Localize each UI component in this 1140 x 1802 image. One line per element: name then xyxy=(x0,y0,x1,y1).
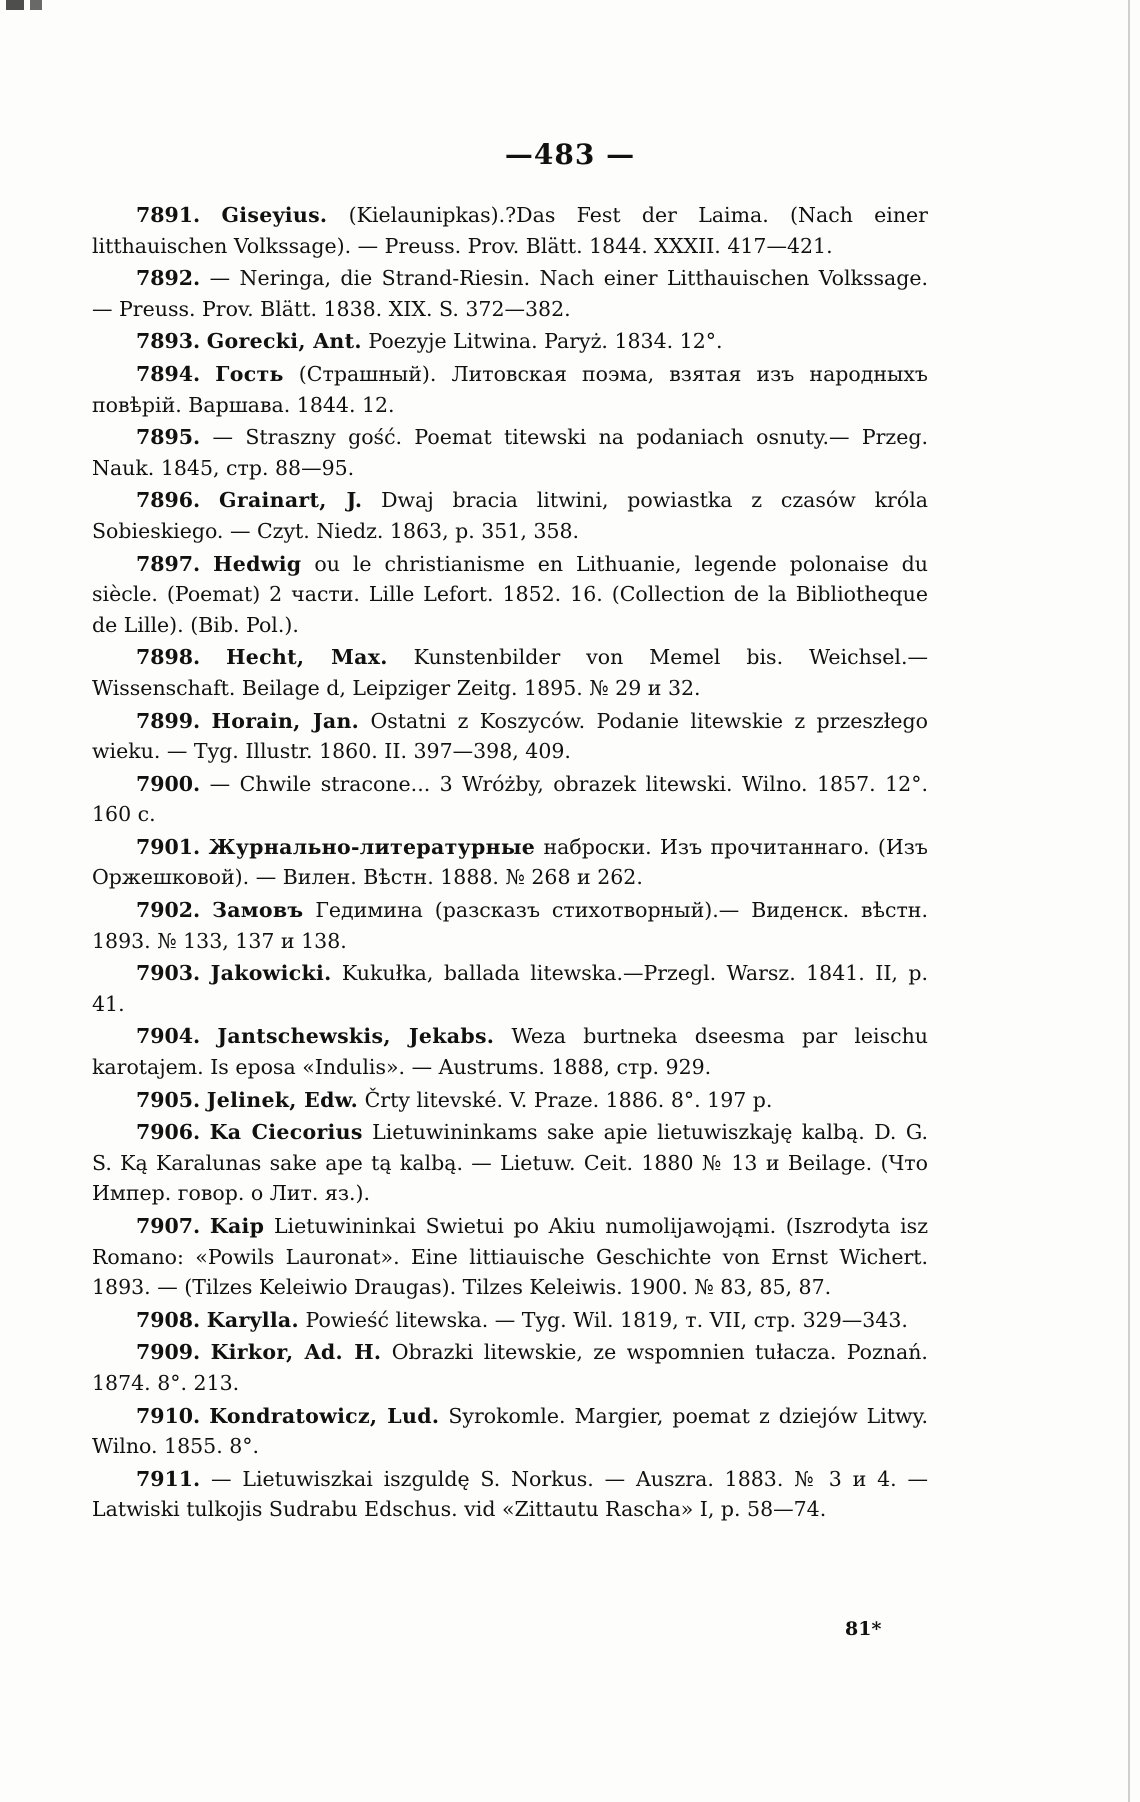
entry-number: 7909. xyxy=(136,1340,201,1365)
entry-number: 7894. xyxy=(136,361,201,386)
bibliography-entry xyxy=(92,485,928,546)
entry-number: 7907. xyxy=(136,1214,201,1238)
entry-number: 7908. xyxy=(136,1307,201,1332)
entry-text: Črty litevské. V. Praze. 1886. 8°. 197 p. xyxy=(364,1087,773,1112)
entry-author: Grainart, J. xyxy=(219,488,363,513)
entry-text: Powieść litewska. — Tyg. Wil. 1819, т. VII, стр. 329—343. xyxy=(305,1307,908,1332)
bibliography-entry xyxy=(92,1464,928,1525)
scan-artifact xyxy=(6,0,66,10)
entry-author: Kondratowicz, Lud. xyxy=(209,1403,440,1428)
entry-number: 7911. xyxy=(136,1466,201,1491)
entry-number: 7892. xyxy=(136,266,201,291)
bibliography-entry xyxy=(92,1305,928,1336)
entry-number: 7900. xyxy=(136,771,201,796)
entry-text: — Straszny gość. Poemat titewski na podaniach osnuty.— Przeg. Nauk. 1845, стр. 88—95. xyxy=(92,425,928,480)
entry-number: 7899. xyxy=(136,708,201,733)
entry-author: Horain, Jan. xyxy=(211,708,360,733)
entry-text: — Chwile stracone... 3 Wróżby, obrazek litewski. Wilno. 1857. 12°. 160 c. xyxy=(92,771,928,827)
entry-number: 7893. xyxy=(136,329,201,354)
entry-author: Журнально-литературные xyxy=(208,834,536,859)
entry-text: Kukułka, ballada litewska.—Przegl. Warsz. 1841. II, p. 41. xyxy=(92,961,928,1016)
entry-number: 7895. xyxy=(136,425,201,450)
entry-text: Гедимина (разсказъ стихотворный).— Виденск. вѣстн. 1893. № 133, 137 и 138. xyxy=(92,898,928,953)
bibliography-entry xyxy=(92,1021,928,1082)
entry-number: 7897. xyxy=(136,551,201,576)
bibliography-entry xyxy=(92,958,928,1019)
bibliography-entry xyxy=(92,642,928,703)
entry-number: 7896. xyxy=(136,488,201,513)
bibliography-entry xyxy=(92,326,928,357)
bibliography-entry xyxy=(92,769,928,830)
bibliography-entry xyxy=(92,1401,928,1462)
bibliography-entry xyxy=(92,706,928,767)
entry-author: Kaip xyxy=(209,1214,265,1238)
entry-text: ou le christianisme en Lithuanie, legende polonaise du siècle. (Poemat) 2 части. Lille Lefort. 1852. 16. (Collection de la Bibliotheque de Lille). (Bib. Pol.). xyxy=(92,551,928,637)
entry-number: 7905. xyxy=(136,1087,201,1112)
bibliography-entry xyxy=(92,895,928,956)
entry-number: 7904. xyxy=(136,1024,201,1049)
entry-text: Poezyje Litwina. Paryż. 1834. 12°. xyxy=(368,329,723,354)
bibliography-entry xyxy=(92,359,928,420)
entry-text: — Neringa, die Strand-Riesin. Nach einer Litthauischen Volkssage. — Preuss. Prov. Blätt. 1838. XIX. S. 372—382. xyxy=(92,266,928,321)
entry-number: 7898. xyxy=(136,645,201,670)
entry-text: Lietuwininkams sake apie lietuwiszkaję kalbą. D. G. S. Ką Karalunas sake ape tą kalbą. — Lietuw. Ceit. 1880 № 13 и Beilage. (Что Импер. говор. о Лит. яз.). xyxy=(92,1120,928,1206)
entry-author: Hecht, Max. xyxy=(226,645,388,670)
entry-number: 7903. xyxy=(136,961,201,986)
entry-author: Замовъ xyxy=(212,898,304,923)
entry-author: Jantschewskis, Jekabs. xyxy=(217,1024,495,1049)
bibliography-entry xyxy=(92,263,928,324)
entry-text: Lietuwininkai Swietui po Akiu numolijawojąmi. (Iszrodyta isz Romano: «Powils Lauronat». Eine littiauische Geschichte von Ernst Wichert. 1893. — (Tilzes Keleiwio Draugas). Tilzes Keleiwis. 1900. № 83, 85, 87. xyxy=(92,1214,928,1300)
bibliography-entry xyxy=(92,1085,928,1116)
bibliography-entry xyxy=(92,200,928,261)
entry-text: (Страшный). Литовская поэма, взятая изъ народныхъ повѣрiй. Варшава. 1844. 12. xyxy=(92,361,928,417)
entry-text: Kunstenbilder von Memel bis. Weichsel.— Wissenschaft. Beilage d, Leipziger Zeitg. 1895. № 29 и 32. xyxy=(92,645,928,700)
entry-text: Dwaj bracia litwini, powiastka z czasów króla Sobieskiego. — Czyt. Niedz. 1863, p. 351, 358. xyxy=(92,488,928,543)
entry-author: Jelinek, Edw. xyxy=(206,1087,359,1112)
printer-signature: 81* xyxy=(845,1618,882,1640)
bibliography-entry xyxy=(92,549,928,641)
bibliography-entry xyxy=(92,1117,928,1209)
entry-author: Gorecki, Ant. xyxy=(206,329,362,354)
entry-number: 7901. xyxy=(136,834,201,859)
bibliography-entry xyxy=(92,422,928,483)
entry-author: Ka Ciecorius xyxy=(209,1120,363,1145)
entry-text: Syrokomle. Margier, poemat z dziejów Litwy. Wilno. 1855. 8°. xyxy=(92,1403,928,1459)
bibliography-entry xyxy=(92,1211,928,1303)
entry-number: 7891. xyxy=(136,203,201,227)
entry-number: 7910. xyxy=(136,1403,201,1428)
entry-author: Гость xyxy=(215,361,284,386)
entry-number: 7902. xyxy=(136,898,201,923)
entry-text: (Kielaunipkas).?Das Fest der Laima. (Nach einer litthauischen Volkssage). — Preuss. Prov. Blätt. 1844. XXXII. 417—421. xyxy=(92,203,928,258)
entry-text: Weza burtneka dseesma par leischu karotajem. Is eposa «Indulis». — Austrums. 1888, стр. 929. xyxy=(92,1024,928,1080)
entry-author: Giseyius. xyxy=(221,203,328,227)
entry-text: Ostatni z Koszyców. Podanie litewskie z przeszłego wieku. — Tyg. Illustr. 1860. II. 397—398, 409. xyxy=(92,708,928,764)
entry-author: Hedwig xyxy=(213,551,302,576)
entry-author: Kirkor, Ad. H. xyxy=(210,1340,382,1365)
bibliography-entries xyxy=(92,200,928,1527)
entry-author: Jakowicki. xyxy=(210,961,332,986)
entry-author: Karylla. xyxy=(206,1307,299,1332)
entry-text: Obrazki litewskie, ze wspomnien tułacza. Poznań. 1874. 8°. 213. xyxy=(92,1340,928,1395)
bibliography-entry xyxy=(92,832,928,893)
page-number: —483 — xyxy=(504,138,636,171)
bibliography-entry xyxy=(92,1337,928,1398)
entry-text: наброски. Изъ прочитаннаго. (Изъ Оржешковой). — Вилен. Вѣстн. 1888. № 268 и 262. xyxy=(92,834,928,890)
entry-text: — Lietuwiszkai iszguldę S. Norkus. — Auszra. 1883. № 3 и 4. — Latwiski tulkojis Sudrabu Edschus. vid «Zittautu Rascha» I, p. 58—74. xyxy=(92,1466,928,1522)
page-edge xyxy=(1128,0,1130,1802)
entry-number: 7906. xyxy=(136,1120,201,1145)
